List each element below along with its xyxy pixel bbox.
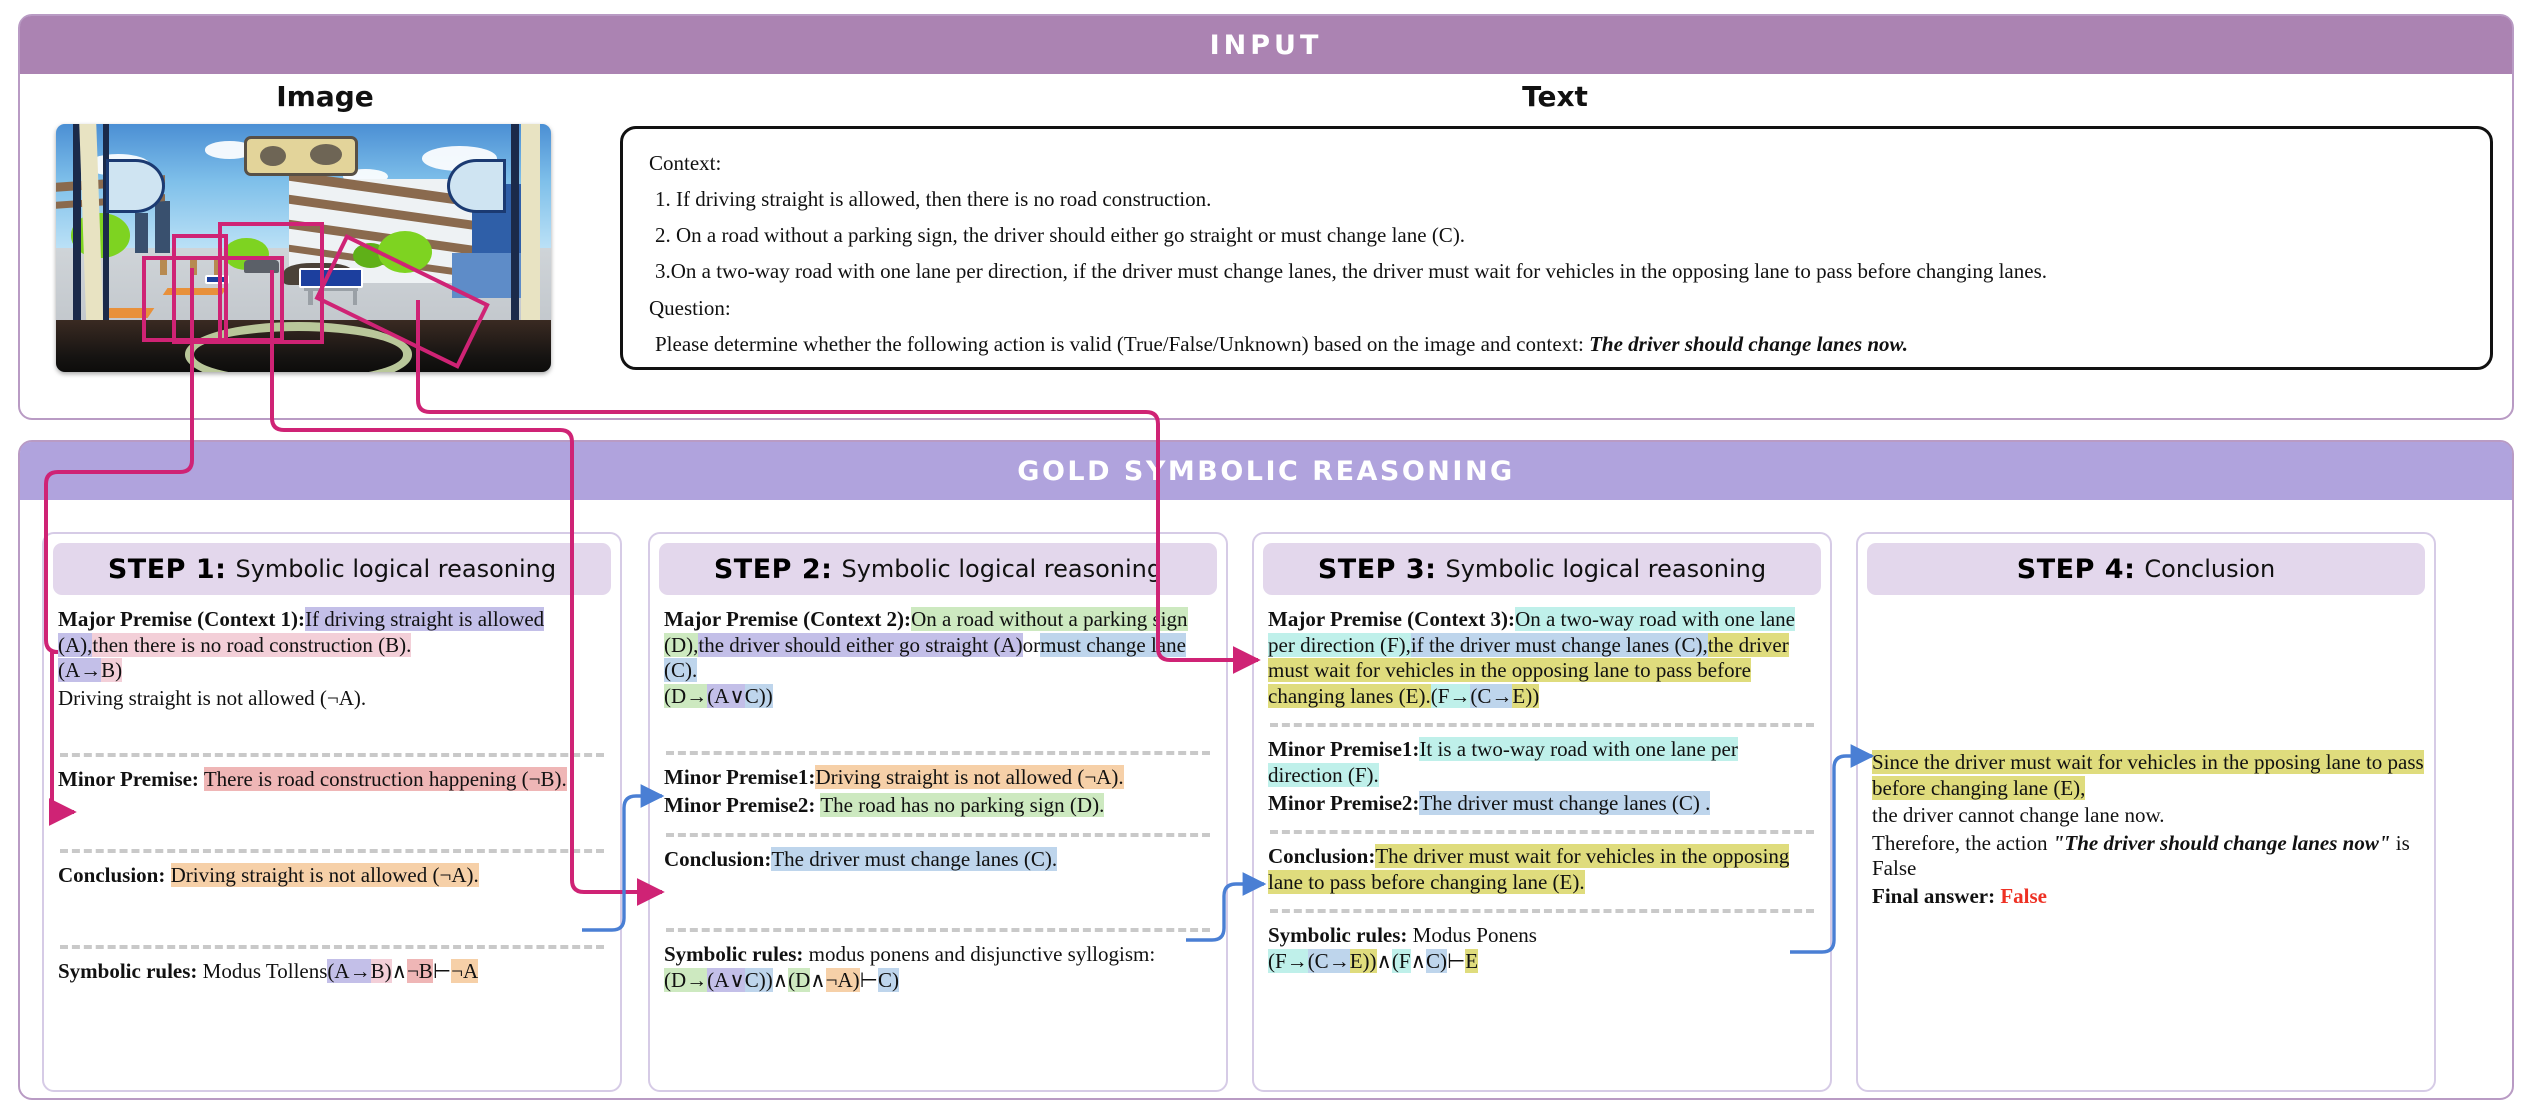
step-2-symbolic-rules: [664, 942, 1212, 993]
step-3-minor1-text: It is a two-way road with one lane per direction (F).: [1268, 737, 1738, 788]
step-2-rules-s2: (A∨: [707, 967, 745, 992]
step-2-major-premise: [664, 607, 1212, 709]
step-2-major-or: or: [1022, 632, 1041, 657]
context-item-2: 2. On a road without a parking sign, the driver should either go straight or must change lane (C).: [655, 223, 1466, 248]
step-2-conclusion-label: Conclusion:: [664, 846, 772, 871]
step-1-rules-label: Symbolic rules:: [58, 958, 198, 983]
step-3-major-seg3: the driver must wait for vehicles in the opposing lane to pass before changing lanes (E).: [1268, 632, 1789, 708]
step-4-line1-highlight: Since the driver must wait for vehicles in the pposing lane to pass before changing lane (E),: [1872, 750, 2424, 800]
step-3-rules-s4: ∧: [1376, 949, 1392, 974]
spacer: [58, 795, 606, 835]
step-1-conclusion: [58, 863, 606, 889]
scene-pillar: [521, 124, 540, 337]
step-2-divider-1: [666, 751, 1210, 755]
step-1-major-premise: [58, 607, 606, 684]
scene-pillar: [511, 124, 519, 332]
question-line: [649, 332, 2464, 356]
step-4-line-3: [1872, 831, 2432, 882]
step-3-major-sym-f: (F→: [1430, 683, 1471, 708]
step-1-body: [53, 595, 611, 984]
step-4-header: [1867, 543, 2425, 595]
step-2-rules-s6: ∧: [810, 967, 826, 992]
step-2-number: STEP 2:: [713, 553, 833, 585]
step-4-line3-action: "The driver should change lanes now": [2052, 830, 2391, 855]
step-2-major-seg3: must change lane (C).: [664, 632, 1186, 683]
step-2-minor-premise-1: [664, 765, 1212, 791]
gold-symbolic-reasoning-section: [18, 440, 2514, 1100]
step-3-major-sym-c: (C→: [1470, 683, 1513, 708]
scene-skyline: [155, 201, 170, 253]
scene-pillar: [103, 124, 109, 332]
scene-left-mirror: [106, 159, 165, 214]
step-3-minor2-text: The driver must change lanes (C) .: [1419, 790, 1711, 815]
step-2-minor2-label: Minor Premise2:: [664, 793, 816, 818]
step-3-divider-3: [1270, 909, 1814, 913]
step-3-major-premise: [1268, 607, 1816, 709]
step-4-conclusion-text-block: [1872, 750, 2432, 912]
step-1-rules-and: ∧: [391, 958, 407, 983]
step-2-major-label: Major Premise (Context 2):: [664, 607, 912, 631]
step-3-rules-s7: C): [1425, 949, 1447, 974]
step-2-minor1-text: Driving straight is not allowed (¬A).: [815, 765, 1124, 790]
step-card-4: [1856, 532, 2436, 1092]
step-3-minor1-label: Minor Premise1:: [1268, 737, 1420, 762]
step-2-divider-3: [666, 928, 1210, 932]
step-2-conclusion: [664, 847, 1212, 873]
scene-skyline: [135, 213, 147, 253]
step-4-final-label: Final answer:: [1872, 884, 1996, 909]
step-1-conclusion-text: Driving straight is not allowed (¬A).: [170, 863, 479, 888]
step-3-rules-s1: (F→: [1268, 949, 1308, 974]
step-2-rules-name: modus ponens and disjunctive syllogism:: [808, 942, 1156, 967]
spacer: [664, 874, 1212, 914]
gold-body: [20, 500, 2512, 1098]
step-2-minor2-text: The road has no parking sign (D).: [820, 793, 1105, 818]
step-3-minor2-label: Minor Premise2:: [1268, 790, 1420, 815]
step-1-minor-label: Minor Premise:: [58, 767, 199, 792]
input-banner: INPUT: [20, 16, 2512, 74]
step-1-divider-2: [60, 849, 604, 853]
step-2-divider-2: [666, 833, 1210, 837]
step-2-rules-s3: C)): [744, 967, 773, 992]
input-section: [18, 14, 2514, 420]
step-1-minor-premise: [58, 767, 606, 793]
step-4-number: STEP 4:: [2016, 553, 2136, 585]
input-text-card: [620, 126, 2493, 370]
image-column-title: Image: [276, 80, 374, 113]
step-1-major-seg2: then there is no road construction (B).: [92, 632, 412, 657]
step-3-symbolic-rules: [1268, 923, 1816, 974]
step-3-rules-s8: ⊢: [1446, 949, 1466, 974]
scene-rearview-mirror: [244, 136, 358, 176]
step-2-subtitle: Symbolic logical reasoning: [841, 555, 1163, 583]
step-1-header: [53, 543, 611, 595]
step-1-symbolic-rules: [58, 959, 606, 985]
step-2-rules-s8: ⊢: [859, 967, 878, 992]
context-item-3: 3.On a two-way road with one lane per direction, if the driver must change lanes, the driver must wait for vehicles in the opposing lane to pass before changing lanes.: [655, 259, 2047, 284]
step-2-rules-s7: ¬A): [825, 967, 860, 992]
spacer: [58, 713, 606, 739]
step-3-subtitle: Symbolic logical reasoning: [1445, 555, 1767, 583]
step-2-rules-s4: ∧: [772, 967, 789, 992]
step-1-subtitle: Symbolic logical reasoning: [235, 555, 557, 583]
step-1-minor-text: There is road construction happening (¬B).: [203, 767, 567, 792]
step-2-minor1-label: Minor Premise1:: [664, 765, 816, 790]
step-1-number: STEP 1:: [107, 553, 227, 585]
step-3-divider-2: [1270, 830, 1814, 834]
step-3-rules-s6: ∧: [1410, 949, 1426, 974]
step-2-minor-premise-2: [664, 793, 1212, 819]
spacer: [58, 891, 606, 931]
step-card-2: [648, 532, 1228, 1092]
step-1-major-extra: Driving straight is not allowed (¬A).: [58, 685, 367, 710]
step-2-rules-s1: (D→: [664, 967, 708, 992]
scene-right-mirror: [447, 159, 506, 214]
step-1-major-sym-a: (A→: [58, 658, 102, 683]
step-2-major-sym-c: C)): [744, 683, 773, 708]
question-lead: Please determine whether the following action is valid (True/False/Unknown) based on the image and context:: [655, 331, 1584, 356]
step-1-divider-1: [60, 753, 604, 757]
step-card-1: [42, 532, 622, 1092]
step-3-conclusion: [1268, 844, 1816, 895]
context-item-1: 1. If driving straight is allowed, then there is no road construction.: [655, 187, 1212, 212]
step-2-rules-label: Symbolic rules:: [664, 942, 804, 967]
step-3-minor-premise-1: [1268, 737, 1816, 788]
step-3-conclusion-label: Conclusion:: [1268, 844, 1376, 869]
step-2-body: [659, 595, 1217, 993]
step-4-line3-lead: Therefore, the action: [1872, 830, 2048, 855]
step-3-rules-s2: (C→: [1307, 949, 1350, 974]
gold-banner: GOLD SYMBOLIC REASONING: [20, 442, 2512, 500]
step-1-divider-3: [60, 945, 604, 949]
step-3-major-seg2: if the driver must change lanes (C),: [1410, 632, 1708, 657]
step-2-rules-s9: C): [877, 967, 899, 992]
step-2-major-sym-d: (D→: [664, 683, 708, 708]
step-2-major-seg2: the driver should either go straight (A): [698, 632, 1023, 657]
step-3-minor-premise-2: [1268, 791, 1816, 817]
step-3-divider-1: [1270, 723, 1814, 727]
step-1-rules-sym1: (A→: [327, 958, 371, 983]
step-2-major-seg1: On a road without a parking sign (D),: [664, 607, 1188, 657]
step-1-major-label: Major Premise (Context 1):: [58, 607, 306, 631]
step-2-header: [659, 543, 1217, 595]
step-4-final-answer: [1872, 884, 2432, 910]
context-label: Context:: [649, 151, 722, 175]
step-3-conclusion-text: The driver must wait for vehicles in the opposing lane to pass before changing lane (E).: [1268, 844, 1790, 894]
step-1-conclusion-label: Conclusion:: [58, 863, 166, 888]
step-4-line3-tail: is False: [1872, 830, 2410, 881]
step-2-major-sym-a: (A∨: [707, 683, 745, 708]
input-body: [20, 74, 2512, 418]
step-1-major-sym-b: B): [101, 658, 123, 683]
step-1-rules-name: Modus Tollens: [202, 958, 328, 983]
step-3-major-label: Major Premise (Context 3):: [1268, 607, 1516, 631]
step-3-header: [1263, 543, 1821, 595]
step-3-rules-name: Modus Ponens: [1412, 923, 1537, 948]
step-4-subtitle: Conclusion: [2144, 555, 2276, 583]
step-card-3: [1252, 532, 1832, 1092]
step-3-body: [1263, 595, 1821, 975]
question-label: Question:: [649, 295, 731, 320]
step-3-major-seg1: On a two-way road with one lane per direction (F),: [1268, 607, 1795, 657]
step-1-major-seg1: If driving straight is allowed (A),: [58, 607, 545, 657]
step-1-rules-turnstile: ⊢: [432, 958, 452, 983]
step-3-rules-label: Symbolic rules:: [1268, 923, 1408, 948]
step-4-final-value: False: [2000, 884, 2047, 909]
question-action: The driver should change lanes now.: [1589, 331, 1909, 356]
step-4-line-2: the driver cannot change lane now.: [1872, 803, 2165, 828]
spacer: [664, 711, 1212, 737]
step-2-conclusion-text: The driver must change lanes (C).: [771, 846, 1058, 871]
step-1-rules-sym4: ¬A: [451, 958, 479, 983]
step-4-line-1: [1872, 750, 2432, 801]
step-1-rules-sym2: B): [370, 958, 392, 983]
step-3-major-sym-e: E)): [1512, 683, 1540, 708]
step-3-rules-s9: E: [1465, 949, 1479, 974]
text-column-title: Text: [1522, 80, 1588, 113]
step-3-rules-s5: (F: [1391, 949, 1411, 974]
step-3-rules-s3: E)): [1349, 949, 1377, 974]
step-2-rules-s5: (D: [788, 967, 811, 992]
step-1-rules-sym3: ¬B: [406, 958, 433, 983]
step-3-number: STEP 3:: [1317, 553, 1437, 585]
detection-box-sign: [218, 222, 324, 344]
